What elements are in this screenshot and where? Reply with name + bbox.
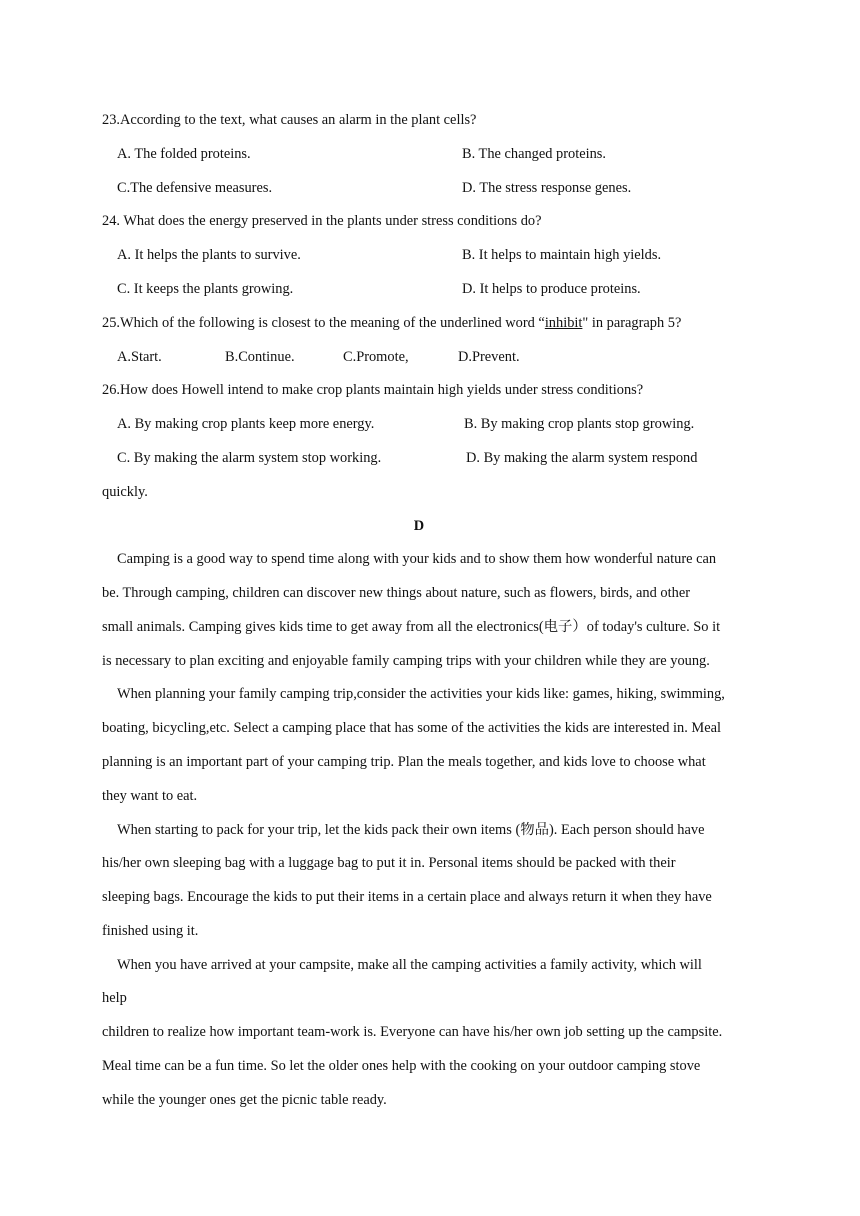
q24-stem: 24. What does the energy preserved in the plants under stress conditions do? (102, 213, 542, 229)
underlined-word: inhibit (544, 315, 583, 331)
passage-line: while the younger ones get the picnic table ready. (102, 1092, 387, 1108)
q23-stem: 23.According to the text, what causes an alarm in the plant cells? (102, 112, 477, 128)
passage-line: When you have arrived at your campsite, make all the camping activities a family activity, which will (117, 957, 702, 973)
q26-option-c: C. By making the alarm system stop working. (117, 450, 382, 466)
passage-line: help (102, 990, 127, 1006)
q23-option-c: C.The defensive measures. (117, 180, 273, 196)
passage-line: Meal time can be a fun time. So let the older ones help with the cooking on your outdoor camping stove (102, 1058, 701, 1074)
q25-option-d: D.Prevent. (458, 349, 520, 365)
passage-line: small animals. Camping gives kids time to get away from all the electronics(电子）of today's culture. So it (102, 619, 721, 635)
q25-option-a: A.Start. (117, 349, 162, 365)
q25-option-c: C.Promote, (343, 349, 409, 365)
section-heading: D (413, 518, 425, 534)
passage-line: finished using it. (102, 923, 199, 939)
q23-option-a: A. The folded proteins. (117, 146, 251, 162)
passage-line: his/her own sleeping bag with a luggage bag to put it in. Personal items should be packed with their (102, 855, 676, 871)
passage-line: is necessary to plan exciting and enjoyable family camping trips with your children while they are young. (102, 653, 710, 669)
q24-option-d: D. It helps to produce proteins. (462, 281, 641, 297)
passage-line: be. Through camping, children can discover new things about nature, such as flowers, birds, and other (102, 585, 690, 601)
passage-line: boating, bicycling,etc. Select a camping place that has some of the activities the kids are interested in. Meal (102, 720, 721, 736)
q26-option-d: D. By making the alarm system respond (466, 450, 698, 466)
passage-line: Camping is a good way to spend time along with your kids and to show them how wonderful nature can (117, 551, 717, 567)
q26-option-b: B. By making crop plants stop growing. (464, 416, 695, 432)
q26-option-a: A. By making crop plants keep more energy. (117, 416, 375, 432)
passage-line: sleeping bags. Encourage the kids to put their items in a certain place and always return it when they have (102, 889, 712, 905)
q23-option-d: D. The stress response genes. (462, 180, 632, 196)
passage-line: When starting to pack for your trip, let the kids pack their own items (物品). Each person should have (117, 822, 705, 838)
q26-stem: 26.How does Howell intend to make crop plants maintain high yields under stress conditions? (102, 382, 644, 398)
q24-option-c: C. It keeps the plants growing. (117, 281, 294, 297)
passage-line: When planning your family camping trip,consider the activities your kids like: games, hiking, swimming, (117, 686, 725, 702)
q25-stem: 25.Which of the following is closest to the meaning of the underlined word “inhibit" in paragraph 5? (102, 315, 682, 331)
q26-option-d-continued: quickly. (102, 484, 148, 500)
passage-line: children to realize how important team-work is. Everyone can have his/her own job setting up the campsite. (102, 1024, 723, 1040)
q25-option-b: B.Continue. (225, 349, 295, 365)
passage-line: planning is an important part of your camping trip. Plan the meals together, and kids love to choose what (102, 754, 706, 770)
q23-option-b: B. The changed proteins. (462, 146, 607, 162)
q24-option-b: B. It helps to maintain high yields. (462, 247, 662, 263)
q24-option-a: A. It helps the plants to survive. (117, 247, 301, 263)
passage-line: they want to eat. (102, 788, 198, 804)
